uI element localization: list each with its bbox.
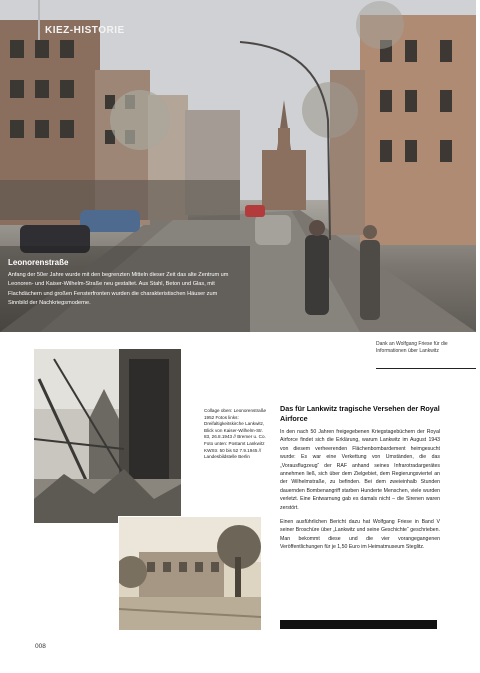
- hero-caption-body: Anfang der 50er Jahre wurde mit den begrenzten Mitteln dieser Zeit das alte Zentrum um Leonoren- und Kaiser-Wilhelm-Straße neu gestaltet. Aus Stahl, Beton und Glas, mit Flachdächern und großen Fensterfronten wurden die charakteristischen Häuser zum Sinnbild der Nachkriegsmoderne.: [8, 272, 229, 307]
- article: [280, 404, 440, 558]
- hero-caption: [8, 258, 238, 309]
- article-paragraph-1: In den nach 50 Jahren freigegebenen Kriegstagebüchern der Royal Airforce findet sich die Erklärung, warum Lankwitz im August 1943 von diesem verheerenden Flächenbombardement heimgesucht wurde: Es war eine Verkettung von Umständen, die das „Vorausflugzeug“ der RAF anhand seines Infrarotradargerätes annehmen ließ, sich über dem Zielgebiet, dem Regierungsviertel an der Wilhelmstraße, zu befinden. Bei dem zweieinhalb Stunden dauernden Bombenangriff starben Hunderte Menschen, viele wurden verletzt. Eine Entwarnung gab es damals nicht – die Sirenen waren zerstört.: [280, 429, 440, 511]
- section-rubric: KIEZ-HISTORIE: [45, 25, 125, 36]
- article-end-bar: [280, 620, 437, 629]
- acknowledgement-rule: [376, 368, 476, 369]
- page-number: 008: [35, 643, 46, 650]
- rubric-divider: [38, 0, 40, 40]
- hero-caption-title: Leonorenstraße: [8, 258, 69, 267]
- collage-caption: Collage oben: Leonorenstraße 1952 Fotos links: Dreifaltigkeitskirche Lankwitz, Blick von Kaiser-Wilhelm-Str. 83, 26.8.1943 // Bremer u. Co. Foto unten: Postamt Lankwitz KWStr. 50 bis 52 7.9.1945 // Landesbildstelle Berlin: [204, 408, 267, 460]
- church-ruins-image: [34, 349, 181, 523]
- post-office-photo: [118, 516, 262, 631]
- post-office-image: [119, 517, 261, 630]
- article-headline: Das für Lankwitz tragische Versehen der Royal Airforce: [280, 404, 440, 423]
- article-paragraph-2: Einen ausführlichen Bericht dazu hat Wolfgang Friese in Band V seiner Broschüre über „Lankwitz und seine Geschichte“ geschrieben. Man bekommt diese und die vier vorangegangenen Veröffentlichungen für je 1,50 Euro im Heimatmuseum Steglitz.: [280, 519, 440, 551]
- church-ruins-photo: [34, 349, 181, 523]
- acknowledgement-note: Dank an Wolfgang Friese für die Informationen über Lankwitz: [376, 341, 448, 354]
